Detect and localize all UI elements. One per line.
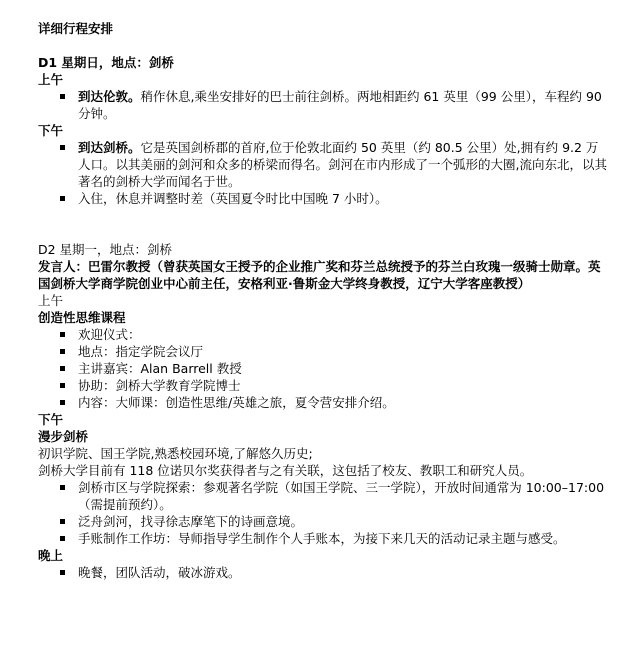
list-item: 协助：剑桥大学教育学院博士 — [38, 377, 609, 394]
list-item: 地点：指定学院会议厅 — [38, 343, 609, 360]
list-item: 泛舟剑河，找寻徐志摩笔下的诗画意境。 — [38, 513, 609, 530]
list-item — [38, 88, 609, 122]
document-title: 详细行程安排 — [38, 21, 114, 36]
day1-morning-list — [38, 88, 609, 122]
day2-afternoon-label: 下午 — [38, 412, 64, 427]
day2-heading: D2 星期一，地点：剑桥 — [38, 242, 173, 257]
item-text: 稍作休息,乘坐安排好的巴士前往剑桥。两地相距约 61 英里（99 公里），车程约 90 分钟。 — [78, 89, 602, 121]
list-item: 手账制作工作坊：导师指导学生制作个人手账本，为接下来几天的活动记录主题与感受。 — [38, 530, 609, 547]
day1-section — [38, 54, 609, 207]
day2-morning-list — [38, 326, 609, 411]
day2-morning-course: 创造性思维课程 — [38, 310, 126, 325]
day2-speaker: 发言人：巴雷尔教授（曾获英国女王授予的企业推广奖和芬兰总统授予的芬兰白玫瑰一级骑士勋章。英国剑桥大学商学院创业中心前主任，安格利亚·鲁斯金大学终身教授，辽宁大学客座教授） — [38, 259, 601, 291]
list-item — [38, 190, 609, 207]
day2-evening-list — [38, 564, 609, 581]
list-item: 内容：大师课：创造性思维/英雄之旅，夏令营安排介绍。 — [38, 394, 609, 411]
item-text: 入住，休息并调整时差（英国夏令时比中国晚 7 小时）。 — [78, 191, 388, 206]
day2-section — [38, 241, 609, 581]
day1-afternoon-list — [38, 139, 609, 207]
day2-afternoon-title: 漫步剑桥 — [38, 429, 89, 444]
list-item: 主讲嘉宾：Alan Barrell 教授 — [38, 360, 609, 377]
item-lead: 到达剑桥。 — [78, 140, 141, 155]
day1-morning-label: 上午 — [38, 72, 64, 87]
list-item: 晚餐，团队活动，破冰游戏。 — [38, 564, 609, 581]
list-item — [38, 139, 609, 190]
item-lead: 到达伦敦。 — [78, 89, 141, 104]
day2-afternoon-list — [38, 479, 609, 547]
day2-morning-label: 上午 — [38, 293, 64, 308]
day1-afternoon-label: 下午 — [38, 123, 64, 138]
list-item: 剑桥市区与学院探索：参观著名学院（如国王学院、三一学院），开放时间通常为 10:00–17:00（需提前预约）。 — [38, 479, 609, 513]
item-text: 它是英国剑桥郡的首府,位于伦敦北面约 50 英里（约 80.5 公里）处,拥有约 9.2 万人口。以其美丽的剑河和众多的桥梁而得名。剑河在市内形成了一个弧形的大圈,流向东北，以其著名的剑桥大学而闻名于世。 — [78, 140, 607, 189]
day1-heading: D1 星期日，地点：剑桥 — [38, 55, 174, 70]
day2-afternoon-paragraph: 剑桥大学目前有 118 位诺贝尔奖获得者与之有关联，这包括了校友、教职工和研究人员。 — [38, 463, 533, 478]
day2-afternoon-paragraph: 初识学院、国王学院,熟悉校园环境,了解悠久历史; — [38, 446, 313, 461]
list-item: 欢迎仪式： — [38, 326, 609, 343]
day2-evening-label: 晚上 — [38, 548, 64, 563]
